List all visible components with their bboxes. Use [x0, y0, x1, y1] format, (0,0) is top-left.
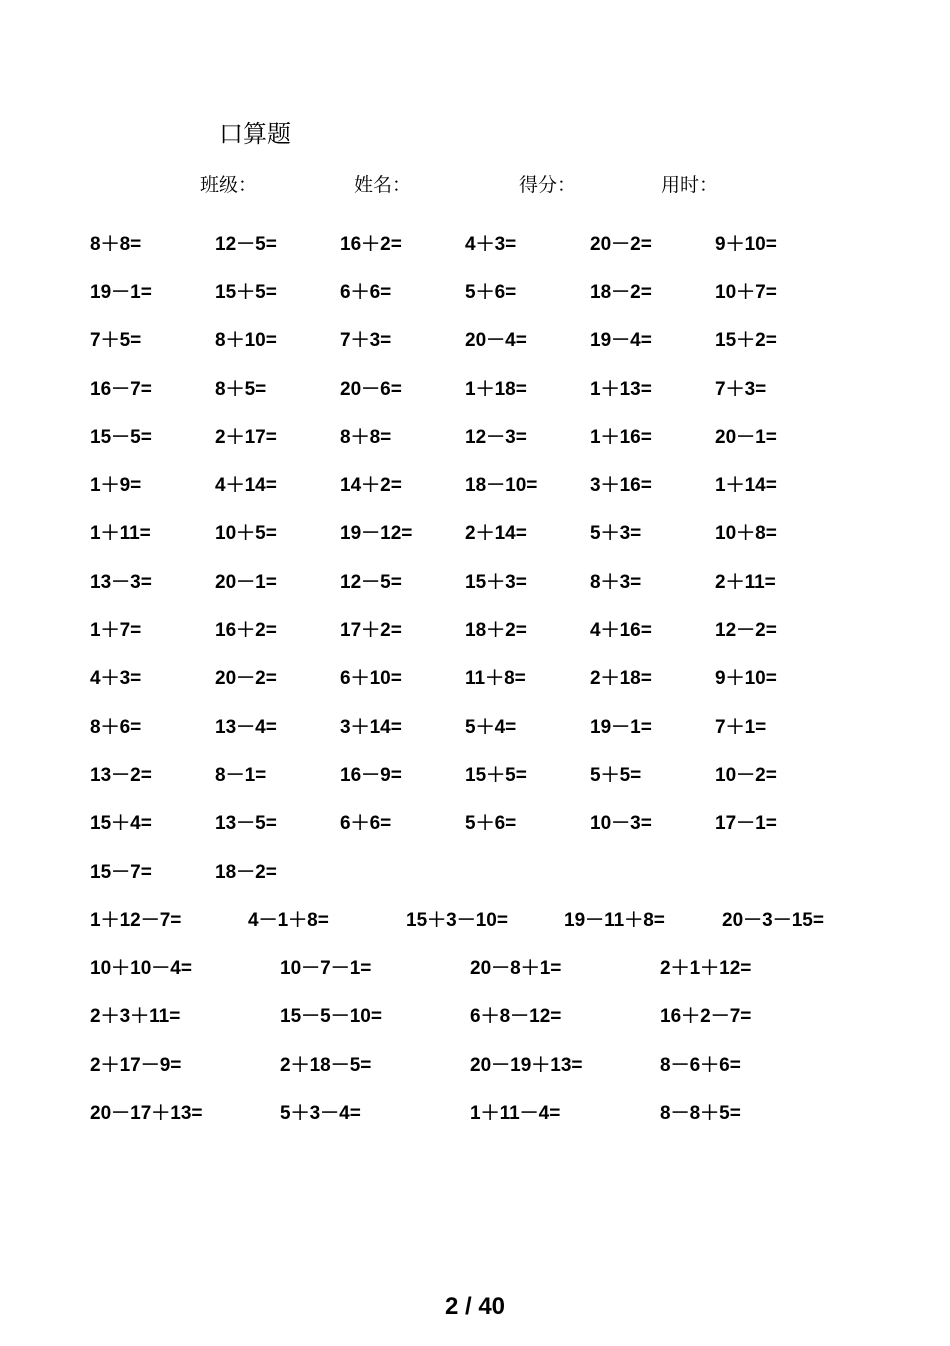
problem-row: [90, 749, 850, 797]
problem: 12－2=: [715, 620, 777, 642]
problem: 1＋13=: [590, 378, 652, 400]
problem-row: [90, 991, 850, 1039]
problem: 18－2=: [215, 861, 277, 883]
problem-row: [90, 411, 850, 459]
problem-row: [90, 218, 850, 266]
problem: 15－7=: [90, 861, 152, 883]
problem: 20－19＋13=: [470, 1054, 583, 1076]
problem: 8＋10=: [215, 330, 277, 352]
problem-row: [90, 1087, 850, 1135]
problem: 3＋16=: [590, 475, 652, 497]
problem: 18＋2=: [465, 620, 527, 642]
problem: 1＋12－7=: [90, 909, 182, 931]
name-field-label: 姓名：: [354, 174, 412, 196]
problem: 10＋8=: [715, 523, 777, 545]
problem: 20－3－15=: [722, 909, 824, 931]
score-field-label: 得分：: [519, 174, 577, 196]
problem: 1＋18=: [465, 378, 527, 400]
problem: 5＋5=: [590, 764, 642, 786]
problem: 5＋6=: [465, 281, 517, 303]
problem-row: [90, 894, 850, 942]
problem: 12－3=: [465, 426, 527, 448]
problem: 15＋3－10=: [406, 909, 508, 931]
problem: 5＋3－4=: [280, 1102, 361, 1124]
problem: 20－2=: [215, 668, 277, 690]
time-field-label: 用时：: [661, 174, 719, 196]
problem-grid: [90, 218, 850, 1136]
problem: 2＋3＋11=: [90, 1006, 181, 1028]
problem: 1＋11=: [90, 523, 151, 545]
problem: 5＋6=: [465, 813, 517, 835]
problem: 8－6＋6=: [660, 1054, 741, 1076]
problem: 17－1=: [715, 813, 777, 835]
problem: 20－6=: [340, 378, 402, 400]
problem: 15＋5=: [215, 281, 277, 303]
problem: 1＋7=: [90, 620, 142, 642]
problem: 8＋3=: [590, 571, 642, 593]
problem: 1＋9=: [90, 475, 142, 497]
problem: 10－7－1=: [280, 958, 372, 980]
problem: 13－3=: [90, 571, 152, 593]
problem-row: [90, 798, 850, 846]
page-number: 2 / 40: [444, 1293, 506, 1320]
problem: 4＋3=: [465, 233, 517, 255]
problem: 18－2=: [590, 281, 652, 303]
problem: 4＋3=: [90, 668, 142, 690]
problem: 20－1=: [715, 426, 777, 448]
problem: 16－9=: [340, 764, 402, 786]
problem: 3＋14=: [340, 716, 402, 738]
problem: 7＋3=: [715, 378, 767, 400]
problem: 13－4=: [215, 716, 277, 738]
problem: 8＋8=: [340, 426, 392, 448]
problem: 8＋6=: [90, 716, 142, 738]
problem: 11＋8=: [465, 668, 526, 690]
problem: 10＋5=: [215, 523, 277, 545]
problem: 16＋2=: [215, 620, 277, 642]
problem: 12－5=: [340, 571, 402, 593]
problem: 16＋2－7=: [660, 1006, 752, 1028]
problem-row: [90, 315, 850, 363]
problem: 2＋11=: [715, 571, 776, 593]
problem: 1＋11－4=: [470, 1102, 561, 1124]
problem: 20－4=: [465, 330, 527, 352]
problem: 2＋18=: [590, 668, 652, 690]
problem: 9＋10=: [715, 668, 777, 690]
class-field-label: 班级：: [200, 174, 258, 196]
problem: 14＋2=: [340, 475, 402, 497]
problem: 19－12=: [340, 523, 413, 545]
problem-row: [90, 459, 850, 507]
problem: 5＋4=: [465, 716, 517, 738]
page-title: 口算题: [219, 120, 291, 148]
problem-row: [90, 701, 850, 749]
problem: 15＋3=: [465, 571, 527, 593]
problem: 10＋7=: [715, 281, 777, 303]
problem: 15－5－10=: [280, 1006, 382, 1028]
problem: 8＋5=: [215, 378, 267, 400]
problem: 10－2=: [715, 764, 777, 786]
problem: 6＋10=: [340, 668, 402, 690]
problem: 17＋2=: [340, 620, 402, 642]
problem: 9＋10=: [715, 233, 777, 255]
problem: 10＋10－4=: [90, 958, 192, 980]
problem: 8＋8=: [90, 233, 142, 255]
problem: 13－5=: [215, 813, 277, 835]
problem: 4－1＋8=: [248, 909, 329, 931]
problem: 8－1=: [215, 764, 267, 786]
problem: 4＋14=: [215, 475, 277, 497]
problem: 12－5=: [215, 233, 277, 255]
problem: 15＋5=: [465, 764, 527, 786]
problem: 7＋3=: [340, 330, 392, 352]
problem: 2＋17－9=: [90, 1054, 182, 1076]
problem: 19－4=: [590, 330, 652, 352]
problem: 16＋2=: [340, 233, 402, 255]
problem: 20－17＋13=: [90, 1102, 203, 1124]
problem: 19－1=: [590, 716, 652, 738]
problem: 10－3=: [590, 813, 652, 835]
problem: 2＋1＋12=: [660, 958, 752, 980]
problem: 1＋14=: [715, 475, 777, 497]
problem: 18－10=: [465, 475, 538, 497]
problem: 6＋6=: [340, 813, 392, 835]
problem: 1＋16=: [590, 426, 652, 448]
problem: 6＋6=: [340, 281, 392, 303]
problem: 8－8＋5=: [660, 1102, 741, 1124]
problem: 2＋18－5=: [280, 1054, 372, 1076]
problem-row: [90, 942, 850, 990]
problem: 15＋4=: [90, 813, 152, 835]
problem: 20－8＋1=: [470, 958, 562, 980]
problem: 20－1=: [215, 571, 277, 593]
problem: 13－2=: [90, 764, 152, 786]
problem: 7＋1=: [715, 716, 767, 738]
problem: 20－2=: [590, 233, 652, 255]
problem: 15＋2=: [715, 330, 777, 352]
problem: 4＋16=: [590, 620, 652, 642]
problem-row: [90, 604, 850, 652]
problem: 2＋17=: [215, 426, 277, 448]
problem-row: [90, 363, 850, 411]
problem-row: [90, 556, 850, 604]
problem-row: [90, 1039, 850, 1087]
problem: 6＋8－12=: [470, 1006, 562, 1028]
problem-row: [90, 508, 850, 556]
problem: 19－11＋8=: [564, 909, 665, 931]
problem: 15－5=: [90, 426, 152, 448]
problem-row: [90, 653, 850, 701]
problem: 16－7=: [90, 378, 152, 400]
problem: 5＋3=: [590, 523, 642, 545]
problem: 19－1=: [90, 281, 152, 303]
problem: 7＋5=: [90, 330, 142, 352]
problem: 2＋14=: [465, 523, 527, 545]
problem-row: [90, 846, 850, 894]
problem-row: [90, 266, 850, 314]
